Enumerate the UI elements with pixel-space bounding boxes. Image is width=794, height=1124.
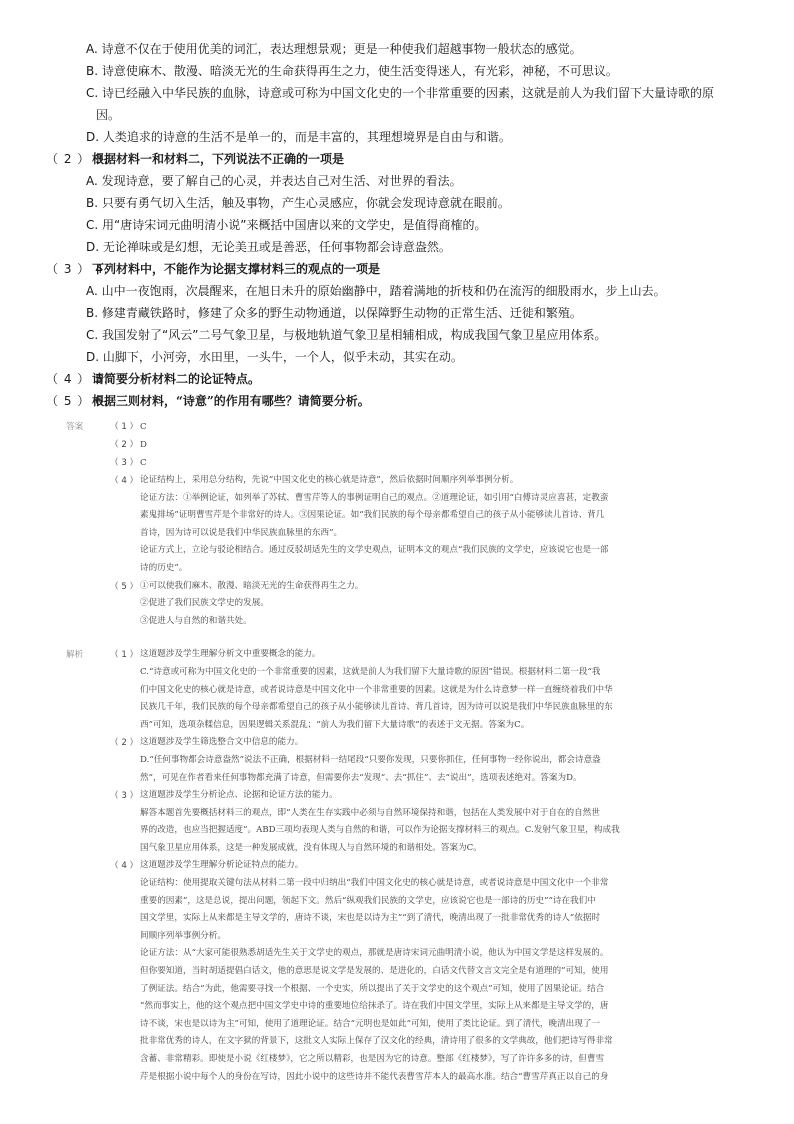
answer-row-5 [66, 578, 746, 631]
analysis-4-line: 芹是根据小说中每个人的身份在写诗，因此小说中的这些诗并不能代表曹雪芹本人的最高水准。结合“曹雪芹真正以自己的身 [140, 1071, 609, 1082]
q1-option-d: D. 人类追求的诗意的生活不是单一的，而是丰富的，其理想境界是自由与和谐。 [86, 130, 511, 144]
answer-3-number: （ 3 ） [110, 458, 139, 468]
answer-5-line: ①可以使我们麻木、散漫、暗淡无光的生命获得再生之力。 [140, 580, 364, 591]
analysis-4-line: 了例证法。结合“为此，他需要寻找一个根据、一个史实，所以提出了关于文学史的这个观点”可知，使用了因果论证。结合 [140, 983, 605, 994]
question-4-stem [46, 258, 766, 280]
question-5-text: 请简要分析材料二的论证特点。 [92, 372, 261, 386]
answer-4-number: （ 4 ） [110, 476, 139, 486]
answer-4-line: 诗的历史”。 [140, 562, 188, 573]
q1-option-c: C. 诗已经融入中华民族的血脉，诗意或可称为中国文化史的一个非常重要的因素，这就是前人为我们留下大量诗歌的原 [86, 86, 715, 100]
analysis-1-line: 西”可知，选项杂糅信息，因果逻辑关系混乱；“前人为我们留下大量诗歌”的表述于文无据。答案为C。 [140, 719, 530, 730]
analysis-1-heading: 这道题涉及学生理解分析文中重要概念的能力。 [140, 649, 321, 660]
analysis-row-4 [66, 857, 746, 1086]
answer-1-value: C [140, 422, 147, 432]
answer-4-line: 素鬼排场”证明曹雪芹是个非常好的诗人。③因果论证。如“我们民族的每个母亲都希望自己的孩子从小能够读儿首诗、背几 [140, 510, 605, 521]
answer-row-4 [66, 472, 746, 578]
answer-1-number: （ 1 ） [110, 422, 139, 432]
question-3-number: （ 2 ） 3. [46, 152, 109, 166]
analysis-4-line: 诗不谈，宋也是以诗为主”可知，使用了道理论证。结合“元明也是如此”可知，使用了类比论证。到了清代，晚清出现了一 [140, 1018, 601, 1029]
question-5-stem [46, 368, 766, 390]
analysis-row-3 [66, 787, 746, 857]
q3-option-c: C. 用“唐诗宋词元曲明清小说”来概括中国唐以来的文学史，是值得商榷的。 [86, 218, 487, 232]
q4-option-b: B. 修建青藏铁路时，修建了众多的野生动物通道，以保障野生动物的正常生活、迁徙和繁殖。 [86, 306, 582, 320]
answer-4-line: 论证方式上，立论与驳论相结合。通过反驳胡适先生的文学史观点，证明本文的观点“我们民族的文学史，应该说它也是一部 [140, 545, 609, 556]
q4-option-d: D. 山脚下，小河旁，水田里，一头牛，一个人，似乎未动，其实在动。 [86, 350, 463, 364]
analysis-3-line: 国气象卫星应用体系，这是一种发展成就，没有体现人与自然环境的和谐相处。答案为C。 [140, 842, 482, 853]
analysis-4-number: （ 4 ） [110, 861, 139, 872]
question-3-text: 根据材料一和材料二，下列说法不正确的一项是 [92, 152, 345, 166]
analysis-4-line: 含蓄、非常精彩。即使是小说《红楼梦》，它之所以精彩，也是因为它的诗意。整部《红楼梦》，写了许许多多的诗，但曹雪 [140, 1054, 605, 1064]
answer-5-line: ③促进人与自然的和谐共处。 [140, 615, 252, 626]
analysis-4-line: 重要的因素”，这是总说，提出问题，领起下文。然后“纵观我们民族的文学史，应该说它也是一部诗的历史”“诗在我们中 [140, 895, 596, 906]
answer-label: 答案 [66, 422, 84, 432]
answer-3-value: C [140, 458, 147, 468]
analysis-3-heading: 这道题涉及学生分析论点、论据和论证方法的能力。 [140, 790, 338, 801]
analysis-label: 解析 [66, 650, 84, 661]
analysis-3-line: 界的改造，也应当把握适度”。ABD三项均表现人类与自然的和谐，可以作为论据支撑材料三的观点。C.发射气象卫星，构成我 [140, 825, 620, 836]
analysis-3-number: （ 3 ） [110, 791, 139, 802]
answer-5-line: ②促进了我们民族文学史的发展。 [140, 598, 269, 609]
analysis-1-line: C.“诗意或可称为中国文化史的一个非常重要的因素，这就是前人为我们留下大量诗歌的原因”错误。根据材料二第一段“我 [140, 666, 601, 677]
analysis-4-line: 论证方法：从“大家可能很熟悉胡适先生关于文学史的观点，那就是唐诗宋词元曲明清小说，他认为中国文学是这样发展的。 [140, 948, 609, 959]
analysis-4-line: 但你要知道，当时胡适提倡白话文，他的意思是说文学是发展的、是进化的，白话文代替文言文完全是有道理的”可知，使用 [140, 966, 609, 977]
analysis-2-line: D.“任何事物都会诗意盎然”说法不正确，根据材料一结尾段“只要你发现，只要你抓住，任何事物一经你说出，都会诗意盎 [140, 754, 601, 765]
answer-row-2 [66, 436, 746, 454]
answer-4-line: 首诗，因为诗可以说是我们中华民族血脉里的东西”。 [140, 527, 343, 538]
analysis-4-heading: 这道题涉及学生理解分析论证特点的能力。 [140, 860, 304, 871]
analysis-3-line: 解答本题首先要概括材料三的观点，即“人类在生存实践中必须与自然环境保持和谐，包括在人类发展中对于自在的自然世 [140, 807, 600, 818]
question-6-stem [46, 390, 766, 412]
answer-2-number: （ 2 ） [110, 440, 139, 450]
analysis-2-number: （ 2 ） [110, 738, 139, 749]
answer-4-line: 论证方法：①举例论证，如列举了苏轼、曹雪芹等人的事例证明自己的观点。②道理论证，如引用“白傅诗灵应喜甚，定教蛮 [140, 492, 609, 503]
q3-option-b: B. 只要有勇气切入生活，触及事物，产生心灵感应，你就会发现诗意就在眼前。 [86, 196, 510, 210]
q1-option-b: B. 诗意使麻木、散漫、暗淡无光的生命获得再生之力，使生活变得迷人，有光彩，神秘，不可思议。 [86, 64, 618, 78]
analysis-2-line: 然”，可见在作者看来任何事物都充满了诗意，但需要你去“发现”、去“抓住”、去“说出”，选项表述绝对。答案为D。 [140, 772, 582, 783]
analysis-1-line: 们中国文化史的核心就是诗意，或者说诗意是中国文化中一个非常重要的因素。这就是为什么诗意梦一样一直缠绕着我们中华 [140, 684, 613, 695]
analysis-4-line: 国文学里，实际上从来都是主导文学的，唐诗不谈，宋也是以诗为主”“到了清代，晚清出现了一批非常优秀的诗人”依据时 [140, 913, 601, 924]
analysis-4-line: 批非常优秀的诗人，在文字狱的背景下，这批文人实际上保存了汉文化的经典，清诗用了很多的文学典故，他们把诗写得非常 [140, 1036, 613, 1047]
answer-4-line: 论证结构上，采用总分结构，先说“中国文化史的核心就是诗意”，然后依据时间顺序列举事例分析。 [140, 475, 519, 485]
answer-analysis-section [66, 418, 746, 1086]
analysis-4-line: “然而事实上，他的这个观点把中国文学史中诗的重要地位给抹杀了。诗在我们中国文学里，实际上从来都是主导文学的，唐 [140, 1001, 609, 1012]
answer-2-value: D [140, 440, 147, 450]
analysis-row-2 [66, 734, 746, 787]
q1-option-c-continued: 因。 [96, 108, 121, 122]
q4-option-a: A. 山中一夜饱雨，次晨醒来，在旭日未升的原始幽静中，踏着满地的折枝和仍在流泻的细股雨水，步上山去。 [86, 284, 666, 298]
analysis-1-number: （ 1 ） [110, 650, 139, 661]
question-3-stem [46, 148, 766, 170]
questions-section [46, 38, 766, 412]
q3-option-a: A. 发现诗意，要了解自己的心灵，并表达自己对生活、对世界的看法。 [86, 174, 462, 188]
analysis-1-line: 民族几千年，我们民族的每个母亲都希望自己的孩子从小能够读儿首诗、背几首诗，因为诗可以说是我们中华民族血脉里的东 [140, 702, 613, 713]
analysis-row-1 [66, 646, 746, 734]
question-4-number: （ 3 ） 4. [46, 262, 109, 276]
analysis-4-line: 论证结构：使用提取关键句法从材料二第一段中归纳出“我们中国文化史的核心就是诗意，或者说诗意是中国文化中一个非常 [140, 878, 609, 889]
question-5-number: （ 4 ） 5. [46, 372, 109, 386]
question-6-number: （ 5 ） 6. [46, 394, 109, 408]
answer-row-1 [66, 418, 746, 436]
q1-option-a: A. 诗意不仅在于使用优美的词汇，表达理想景观；更是一种使我们超越事物一般状态的感觉。 [86, 42, 582, 56]
question-6-text: 根据三则材料，“诗意”的作用有哪些？请简要分析。 [92, 394, 370, 408]
question-4-text: 下列材料中，不能作为论据支撑材料三的观点的一项是 [92, 262, 381, 276]
q3-option-d: D. 无论禅味或是幻想，无论美丑或是善恶，任何事物都会诗意盎然。 [86, 240, 451, 254]
answer-5-number: （ 5 ） [110, 581, 139, 592]
q4-option-c: C. 我国发射了“风云”二号气象卫星，与极地轨道气象卫星相辅相成，构成我国气象卫星应用体系。 [86, 328, 607, 342]
analysis-4-line: 间顺序列举事例分析。 [140, 930, 226, 941]
analysis-2-heading: 这道题涉及学生筛选整合文中信息的能力。 [140, 737, 304, 748]
answer-row-3 [66, 454, 746, 472]
